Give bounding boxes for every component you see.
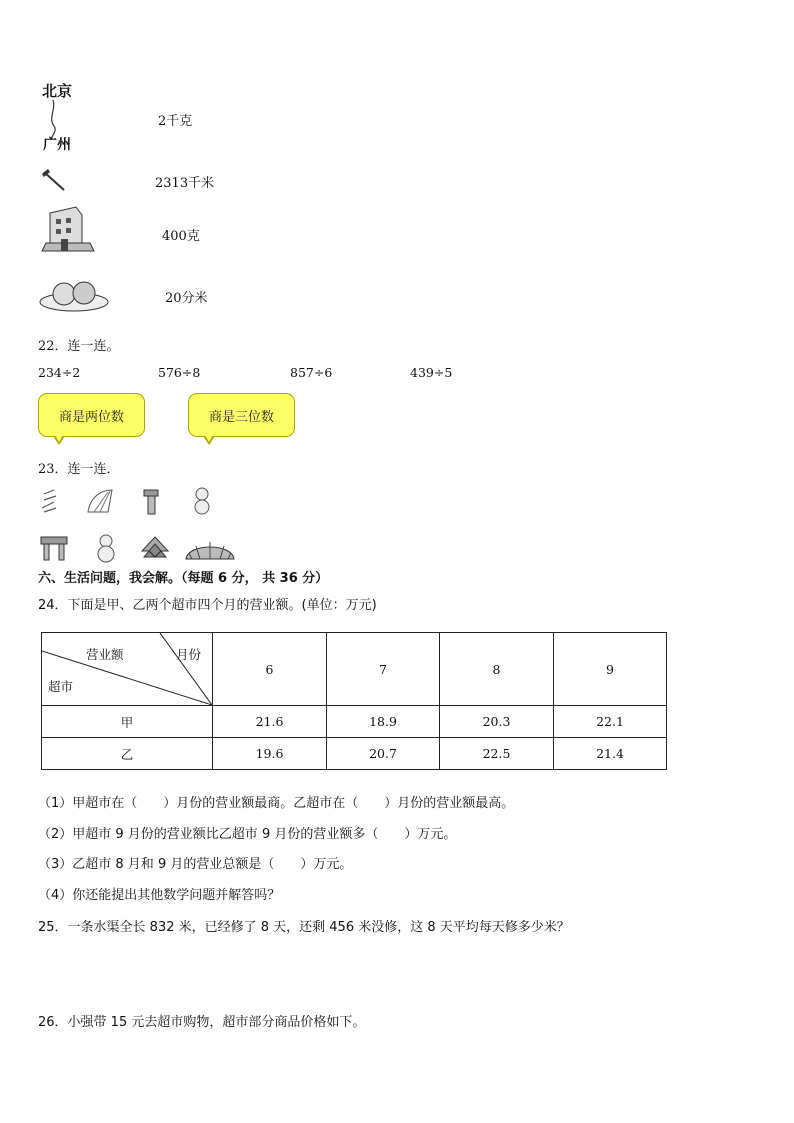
month-header: 7	[327, 633, 440, 706]
revenue-cell: 22.1	[554, 706, 667, 738]
beijing-guangzhou-map	[40, 80, 80, 155]
shadow-lines-icon	[40, 488, 60, 518]
unit-value-3: 400克	[162, 229, 200, 244]
fruit-plate-icon	[38, 274, 110, 318]
revenue-cell: 20.3	[440, 706, 554, 738]
table-header-row	[42, 633, 667, 706]
division-expression-2: 576÷8	[158, 365, 201, 380]
subquestion-4: （4）你还能提出其他数学问题并解答吗？	[38, 888, 281, 903]
header-label-month: 月份	[176, 647, 202, 662]
division-expression-3: 857÷6	[290, 365, 333, 380]
unit-value-1: 2千克	[158, 114, 193, 129]
header-label-supermarket: 超市	[48, 679, 74, 694]
revenue-cell: 22.5	[440, 738, 554, 770]
question-24-intro: 24．下面是甲、乙两个超市四个月的营业额。(单位：万元)	[38, 598, 377, 613]
division-expression-1: 234÷2	[38, 365, 81, 380]
snowman-side-icon	[194, 486, 210, 520]
revenue-cell: 21.4	[554, 738, 667, 770]
bubble-two-digit-quotient	[38, 393, 145, 437]
question-26-text: 26．小强带 15 元去超市购物，超市部分商品价格如下。	[38, 1015, 366, 1030]
unit-value-4: 20分米	[165, 291, 208, 306]
revenue-cell: 21.6	[213, 706, 327, 738]
subquestion-1: （1）甲超市在（ ）月份的营业额最商。乙超市在（ ）月份的营业额最高。	[38, 796, 515, 811]
question-23-title: 23．连一连．	[38, 462, 120, 477]
bubble-label-three-digit: 商是三位数	[208, 409, 274, 425]
division-expression-4: 439÷5	[410, 365, 453, 380]
umbrella-top-icon	[184, 537, 236, 565]
question-25-text: 25．一条水渠全长 832 米，已经修了 8 天，还剩 456 米没修，这 8 天平均每天修多少米？	[38, 920, 570, 935]
month-header: 6	[213, 633, 327, 706]
bubble-label-two-digit: 商是两位数	[58, 409, 124, 425]
supermarket-name: 乙	[42, 738, 213, 770]
umbrella-side-icon	[86, 488, 114, 518]
map-label-beijing: 北京	[42, 82, 73, 100]
revenue-cell: 19.6	[213, 738, 327, 770]
sales-table	[41, 632, 667, 770]
tree-top-icon	[140, 535, 170, 565]
question-22-title: 22．连一连。	[38, 339, 120, 354]
revenue-cell: 20.7	[327, 738, 440, 770]
subquestion-3: （3）乙超市 8 月和 9 月的营业总额是（ ）万元。	[38, 857, 353, 872]
table-row	[42, 738, 667, 770]
bubble-three-digit-quotient	[188, 393, 295, 437]
month-header: 9	[554, 633, 667, 706]
diagonal-header-cell	[42, 633, 213, 706]
revenue-cell: 18.9	[327, 706, 440, 738]
section-six-heading: 六、生活问题，我会解。（每题 6 分， 共 36 分）	[38, 571, 329, 586]
unit-value-2: 2313千米	[155, 176, 215, 191]
table-side-icon	[142, 488, 162, 520]
month-header: 8	[440, 633, 554, 706]
table-front-icon	[40, 535, 68, 565]
table-row	[42, 706, 667, 738]
supermarket-name: 甲	[42, 706, 213, 738]
header-label-revenue: 营业额	[86, 647, 124, 662]
snowman-front-icon	[96, 533, 116, 567]
building-icon	[38, 205, 98, 261]
nail-icon	[40, 168, 70, 198]
subquestion-2: （2）甲超市 9 月份的营业额比乙超市 9 月份的营业额多（ ）万元。	[38, 827, 457, 842]
map-label-guangzhou: 广州	[43, 137, 71, 153]
